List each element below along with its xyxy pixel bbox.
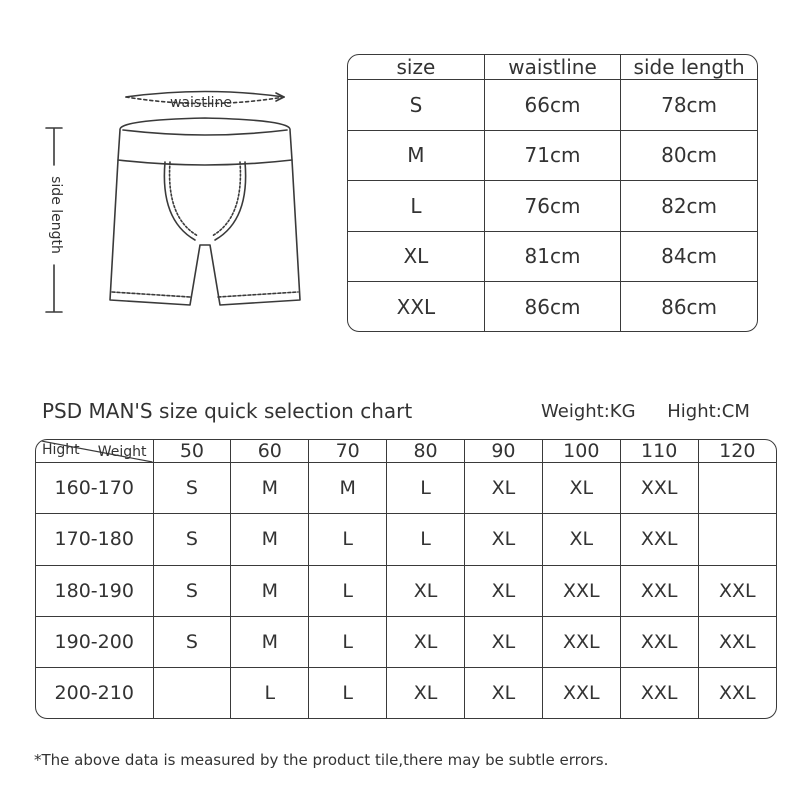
size-recommendation-cell: M (231, 514, 309, 565)
size-table-row (348, 181, 757, 232)
size-table-cell: L (348, 181, 484, 232)
size-recommendation-cell: XXL (542, 565, 620, 616)
size-recommendation-cell: XL (542, 463, 620, 514)
size-table-cell: 76cm (484, 181, 620, 232)
size-recommendation-cell: S (153, 463, 231, 514)
size-table-cell: XL (348, 231, 484, 282)
size-recommendation-cell: XL (465, 463, 543, 514)
size-table-cell: 84cm (621, 231, 757, 282)
weight-header-cell: 80 (387, 440, 465, 463)
size-recommendation-cell: XXL (698, 668, 776, 718)
size-table-cell: XXL (348, 282, 484, 332)
weight-header-cell: 120 (698, 440, 776, 463)
quick-selection-table (35, 439, 777, 719)
size-recommendation-cell: L (309, 616, 387, 667)
size-recommendation-cell: L (387, 463, 465, 514)
size-table-cell: 71cm (484, 130, 620, 181)
size-recommendation-cell: L (231, 668, 309, 718)
size-recommendation-cell: M (231, 565, 309, 616)
size-recommendation-cell: XXL (698, 616, 776, 667)
size-table-header: waistline (484, 55, 620, 80)
weight-header-cell: 110 (620, 440, 698, 463)
boxer-brief-drawing (0, 0, 340, 340)
size-table-cell: S (348, 80, 484, 131)
size-recommendation-cell: M (309, 463, 387, 514)
quick-chart-units (541, 401, 750, 422)
size-table-cell: M (348, 130, 484, 181)
product-illustration (0, 0, 340, 340)
quick-chart-title: PSD MAN'S size quick selection chart (42, 399, 413, 423)
size-recommendation-cell: L (309, 565, 387, 616)
size-recommendation-cell: S (153, 616, 231, 667)
size-recommendation-cell: XL (465, 514, 543, 565)
size-recommendation-cell: S (153, 565, 231, 616)
size-recommendation-cell: XXL (620, 565, 698, 616)
size-table-header-row (348, 55, 757, 80)
corner-hight-label: Hight (42, 442, 80, 458)
size-recommendation-cell: L (309, 514, 387, 565)
size-table-cell: 86cm (621, 282, 757, 332)
size-table-header: side length (621, 55, 757, 80)
quick-table-row (36, 616, 776, 667)
size-recommendation-cell: XL (465, 616, 543, 667)
weight-header-cell: 60 (231, 440, 309, 463)
height-range-cell: 160-170 (36, 463, 153, 514)
quick-table-row (36, 668, 776, 718)
size-recommendation-cell: XXL (620, 514, 698, 565)
quick-table-header-row (36, 440, 776, 463)
weight-header-cell: 90 (465, 440, 543, 463)
size-table-cell: 80cm (621, 130, 757, 181)
size-recommendation-cell: M (231, 463, 309, 514)
size-recommendation-cell (698, 463, 776, 514)
height-range-cell: 200-210 (36, 668, 153, 718)
side-length-label: side length (48, 176, 64, 254)
height-range-cell: 180-190 (36, 565, 153, 616)
size-recommendation-cell: XL (387, 616, 465, 667)
quick-table-row (36, 463, 776, 514)
size-recommendation-cell: XL (387, 565, 465, 616)
weight-unit-label: Weight:KG (541, 401, 636, 422)
size-recommendation-cell: XXL (542, 616, 620, 667)
size-table-cell: 66cm (484, 80, 620, 131)
height-unit-label: Hight:CM (667, 401, 750, 422)
size-recommendation-cell: XL (465, 565, 543, 616)
size-table-header: size (348, 55, 484, 80)
quick-table-row (36, 565, 776, 616)
height-range-cell: 170-180 (36, 514, 153, 565)
size-table-cell: 78cm (621, 80, 757, 131)
footnote: *The above data is measured by the product tile,there may be subtle errors. (34, 751, 609, 769)
size-recommendation-cell: XXL (620, 463, 698, 514)
waistline-label: waistline (170, 95, 232, 111)
size-table-cell: 86cm (484, 282, 620, 332)
size-table-cell: 82cm (621, 181, 757, 232)
size-recommendation-cell: M (231, 616, 309, 667)
height-range-cell: 190-200 (36, 616, 153, 667)
size-recommendation-cell: XL (387, 668, 465, 718)
size-recommendation-cell (698, 514, 776, 565)
size-recommendation-cell: L (387, 514, 465, 565)
quick-table-row (36, 514, 776, 565)
size-recommendation-cell: S (153, 514, 231, 565)
size-table-cell: 81cm (484, 231, 620, 282)
size-recommendation-cell: XXL (542, 668, 620, 718)
size-table-row (348, 130, 757, 181)
corner-header-cell (36, 440, 153, 463)
weight-header-cell: 50 (153, 440, 231, 463)
size-table-row (348, 282, 757, 332)
size-table-row (348, 80, 757, 131)
corner-weight-label: Weight (97, 444, 147, 460)
weight-header-cell: 100 (542, 440, 620, 463)
size-recommendation-cell: XL (542, 514, 620, 565)
size-recommendation-cell (153, 668, 231, 718)
size-recommendation-cell: XXL (620, 668, 698, 718)
size-recommendation-cell: L (309, 668, 387, 718)
weight-header-cell: 70 (309, 440, 387, 463)
size-recommendation-cell: XL (465, 668, 543, 718)
size-recommendation-cell: XXL (620, 616, 698, 667)
size-measurement-table (347, 54, 758, 332)
size-table-row (348, 231, 757, 282)
size-recommendation-cell: XXL (698, 565, 776, 616)
